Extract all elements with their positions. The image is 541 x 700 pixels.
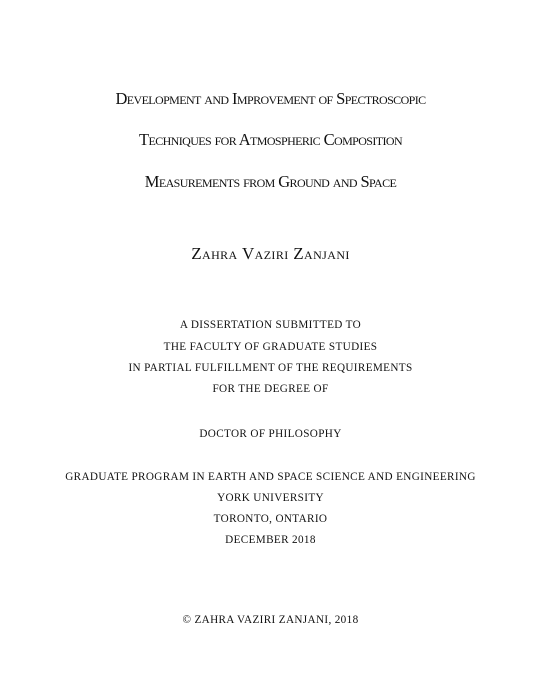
thesis-title-line-1: Development and Improvement of Spectroscopic (115, 89, 426, 108)
degree-name: DOCTOR OF PHILOSOPHY (199, 428, 342, 440)
thesis-title-line-3: Measurements from Ground and Space (144, 172, 397, 191)
author-name: Zahra Vaziri Zanjani (191, 244, 350, 263)
submission-line-2: THE FACULTY OF GRADUATE STUDIES (163, 341, 378, 353)
program-name: GRADUATE PROGRAM IN EARTH AND SPACE SCIENCE AND ENGINEERING (65, 471, 476, 483)
submission-date: DECEMBER 2018 (225, 534, 316, 546)
university-name: YORK UNIVERSITY (217, 492, 324, 504)
copyright-notice: © ZAHRA VAZIRI ZANJANI, 2018 (182, 614, 359, 626)
location: TORONTO, ONTARIO (213, 513, 328, 525)
submission-line-1: A DISSERTATION SUBMITTED TO (179, 319, 362, 331)
thesis-title-line-2: Techniques for Atmospheric Composition (138, 130, 403, 149)
submission-line-3: IN PARTIAL FULFILLMENT OF THE REQUIREMENTS (128, 362, 413, 374)
submission-line-4: FOR THE DEGREE OF (212, 383, 329, 395)
